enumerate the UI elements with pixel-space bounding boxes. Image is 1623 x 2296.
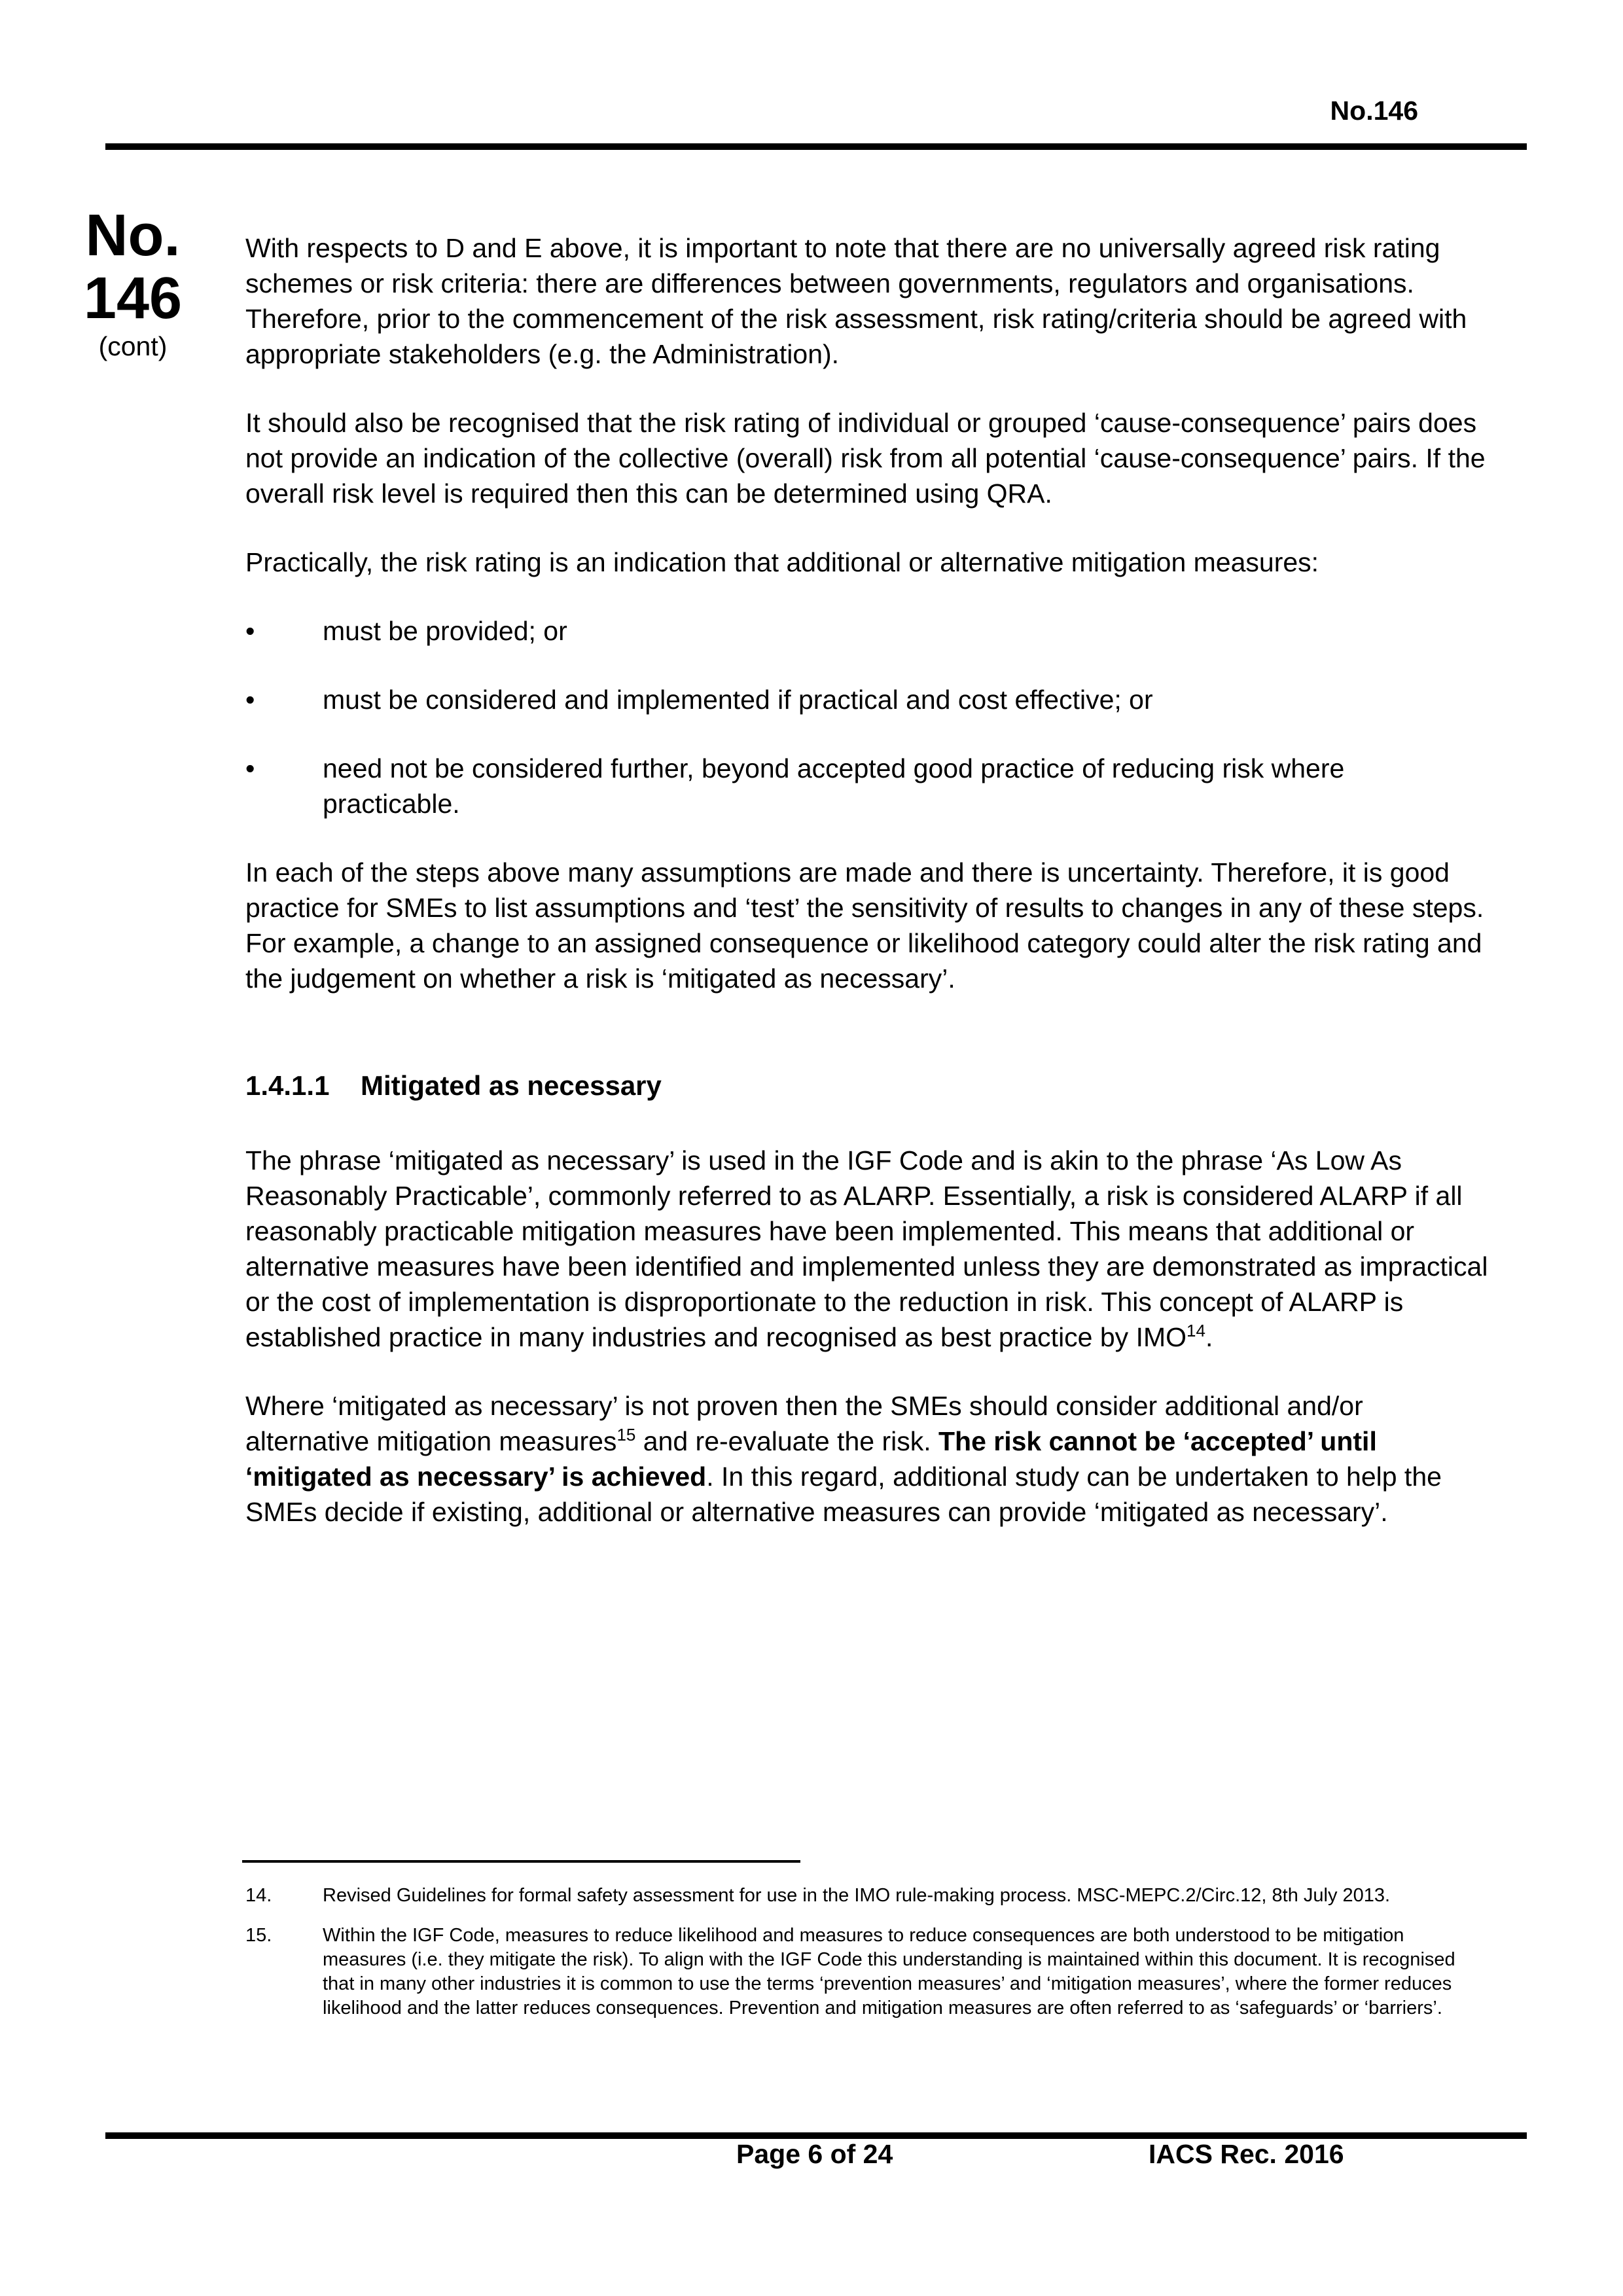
paragraph-6-text-b: and re-evaluate the risk.: [635, 1426, 938, 1456]
side-label-no: No.: [85, 203, 181, 268]
header-doc-number: No.146: [1330, 96, 1418, 126]
paragraph-6-text-a: Where ‘mitigated as necessary’ is not proven then the SMEs should consider additional and/or alternative mitigation measures: [245, 1391, 1363, 1456]
paragraph-5-text: The phrase ‘mitigated as necessary’ is used in the IGF Code and is akin to the phrase ‘As Low As Reasonably Practicable’, commonly referred to as ALARP. Essentially, a risk is considered ALARP if all reasonably practicable mitigation measures have been implemented. This means that additional or alternative measures have been identified and implemented unless they are demonstrated as impractical or the cost of implementation is disproportionate to the reduction in risk. This concept of ALARP is established practice in many industries and recognised as best practice by IMO: [245, 1145, 1488, 1352]
list-item: [245, 682, 1489, 717]
bullet-dot: •: [245, 616, 255, 646]
footnote-text: Within the IGF Code, measures to reduce likelihood and measures to reduce consequences are both understood to be mitigation measures (i.e. they mitigate the risk). To align with the IGF Code this understanding is maintained within this document. It is recognised that in many other industries it is common to use the terms ‘prevention measures’ and ‘mitigation measures’, where the former reduces likelihood and the latter reduces consequences. Prevention and mitigation measures are often referred to as ‘safeguards’ or ‘barriers’.: [323, 1925, 1455, 2018]
bullet-text: must be provided; or: [323, 616, 567, 646]
section-heading: [245, 1068, 1489, 1103]
paragraph-6-text-c: . In this regard, additional study can be undertaken to help the SMEs decide if existing, additional or alternative measures can provide ‘mitigated as necessary’.: [245, 1462, 1442, 1527]
footer-reference: IACS Rec. 2016: [1149, 2139, 1344, 2169]
bullet-dot: •: [245, 753, 255, 783]
footnote-text: Revised Guidelines for formal safety assessment for use in the IMO rule-making process. MSC-MEPC.2/Circ.12, 8th July 2013.: [323, 1885, 1391, 1906]
header-rule: [105, 143, 1527, 150]
footnote-rule: [242, 1860, 800, 1863]
bullet-dot: •: [245, 685, 255, 715]
footnote-15: [245, 1924, 1489, 2020]
side-label: [77, 204, 188, 363]
side-label-number: 146: [83, 266, 183, 331]
footnote-14: [245, 1884, 1489, 1908]
section-title: Mitigated as necessary: [361, 1070, 662, 1101]
footnote-number: 15.: [245, 1925, 272, 1946]
paragraph-6: [245, 1388, 1489, 1530]
body-text: [245, 230, 1489, 1563]
footnote-ref-14[interactable]: 14: [1186, 1321, 1205, 1340]
footnote-number: 14.: [245, 1885, 272, 1906]
bullet-list: [245, 613, 1489, 821]
paragraph-6-emphasis: The risk cannot be ‘accepted’ until ‘mitigated as necessary’ is achieved: [245, 1426, 1377, 1492]
paragraph-2: It should also be recognised that the risk rating of individual or grouped ‘cause-consequence’ pairs does not provide an indication of the collective (overall) risk from all potential ‘cause-consequence’ pairs. If the overall risk level is required then this can be determined using QRA.: [245, 408, 1486, 509]
paragraph-5-end: .: [1205, 1322, 1213, 1352]
paragraph-5: [245, 1143, 1489, 1355]
paragraph-4: In each of the steps above many assumptions are made and there is uncertainty. Therefore, it is good practice for SMEs to list assumptions and ‘test’ the sensitivity of results to changes in any of these steps. For example, a change to an assigned consequence or likelihood category could alter the risk rating and the judgement on whether a risk is ‘mitigated as necessary’.: [245, 857, 1484, 994]
side-label-cont: (cont): [98, 331, 168, 361]
paragraph-1: With respects to D and E above, it is important to note that there are no universally agreed risk rating schemes or risk criteria: there are differences between governments, regulators and organisations. Therefore, prior to the commencement of the risk assessment, risk rating/criteria should be agreed with appropriate stakeholders (e.g. the Administration).: [245, 233, 1467, 369]
footer-rule: [105, 2132, 1527, 2139]
footnotes: [245, 1884, 1489, 2036]
paragraph-3: Practically, the risk rating is an indication that additional or alternative mitigation measures:: [245, 547, 1319, 577]
list-item: [245, 751, 1489, 821]
list-item: [245, 613, 1489, 649]
bullet-text: must be considered and implemented if practical and cost effective; or: [323, 685, 1153, 715]
footnote-ref-15[interactable]: 15: [616, 1425, 636, 1444]
section-number: 1.4.1.1: [245, 1070, 330, 1101]
bullet-text: need not be considered further, beyond accepted good practice of reducing risk where practicable.: [323, 753, 1345, 819]
footer-page-number: Page 6 of 24: [736, 2139, 893, 2169]
